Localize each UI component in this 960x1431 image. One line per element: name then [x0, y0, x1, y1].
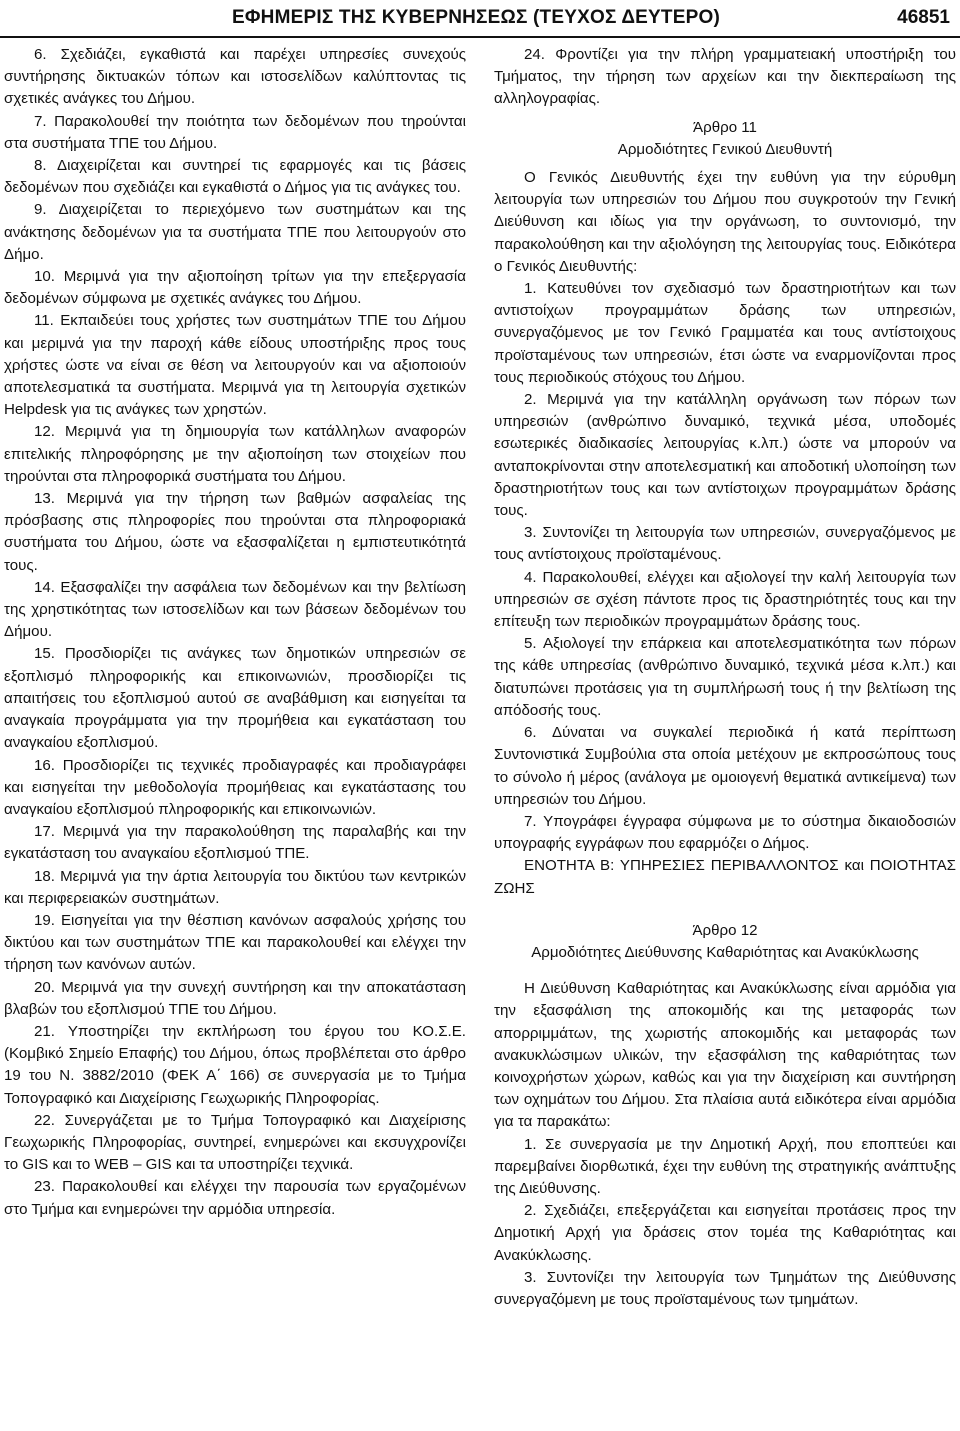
paragraph-item-8: 8. Διαχειρίζεται και συντηρεί τις εφαρμογές και τις βάσεις δεδομένων που σχεδιάζει και εγκαθιστά ο Δήμος για τις ανάγκες του. — [4, 157, 466, 197]
article-11-item-3: 3. Συντονίζει τη λειτουργία των υπηρεσιών, συνεργαζόμενος με τους αντίστοιχους προϊσταμένους. — [494, 524, 956, 564]
article-12-title: Αρμοδιότητες Διεύθυνσης Καθαριότητας και Ανακύκλωσης — [531, 943, 919, 961]
paragraph-item-10: 10. Μεριμνά για την αξιοποίηση τρίτων για την επεξεργασία δεδομένων σύμφωνα με σχετικές ανάγκες του Δήμου. — [4, 268, 466, 308]
right-column — [494, 44, 956, 1424]
section-title: ΕΝΟΤΗΤΑ Β: ΥΠΗΡΕΣΙΕΣ ΠΕΡΙΒΑΛΛΟΝΤΟΣ και ΠΟΙΟΤΗΤΑΣ ΖΩΗΣ — [494, 857, 956, 897]
header-rule — [0, 36, 960, 38]
paragraph-item-13: 13. Μεριμνά για την τήρηση των βαθμών ασφαλείας της πρόσβασης στις πληροφορίες που τηρούνται στα πληροφοριακά συστήματα του Δήμου, ώστε να εξασφαλίζεται η εμπιστευτικότητά τους. — [4, 490, 466, 574]
paragraph-item-16: 16. Προσδιορίζει τις τεχνικές προδιαγραφές και προδιαγράφει και εισηγείται την μεθοδολογία προμήθειας και εγκατάστασης του αναγκαίου εξοπλισμού πληροφορικής και επικοινωνιών. — [4, 756, 466, 818]
paragraph-item-20: 20. Μεριμνά για την συνεχή συντήρηση και την αποκατάσταση βλαβών του εξοπλισμού ΤΠΕ του Δήμου. — [4, 978, 466, 1018]
paragraph-item-24: 24. Φροντίζει για την πλήρη γραμματειακή υποστήριξη του Τμήματος, την τήρηση των αρχείων και την διεκπεραίωση της αλληλογραφίας. — [494, 46, 956, 108]
paragraph-item-12: 12. Μεριμνά για τη δημιουργία των κατάλληλων αναφορών επιτελικής πληροφόρησης με την αξιοποίηση των στοιχείων που τηρούνται στα πληροφορικά συστήματα του Δήμου. — [4, 423, 466, 485]
article-12-intro: Η Διεύθυνση Καθαριότητας και Ανακύκλωσης είναι αρμόδια για την εξασφάλιση της αποκομιδής και της μεταφοράς των απορριμμάτων, της χωριστής αποκομιδής και μεταφοράς των ανακυκλώσιμων υλικών, την εξασφάλιση της καθαριότητας των κοινοχρήστων χώρων, καθώς και για την διαχείριση και συντήρηση των οχημάτων του Δήμου. Στα πλαίσια αυτά ειδικότερα είναι αρμόδια για τα παρακάτω: — [494, 980, 956, 1131]
paragraph-item-18: 18. Μεριμνά για την άρτια λειτουργία του δικτύου των κεντρικών και περιφερειακών συστημάτων. — [4, 867, 466, 907]
paragraph-item-23: 23. Παρακολουθεί και ελέγχει την παρουσία των εργαζομένων στο Τμήμα και ενημερώνει την αρμόδια υπηρεσία. — [4, 1178, 466, 1218]
paragraph-item-14: 14. Εξασφαλίζει την ασφάλεια των δεδομένων και την βελτίωση της χρηστικότητας των ιστοσελίδων και των βάσεων δεδομένων του Δήμου. — [4, 578, 466, 641]
article-11-item-2: 2. Μεριμνά για την κατάλληλη οργάνωση των πόρων των υπηρεσιών (ανθρώπινο δυναμικό, τεχνικά μέσα, υποδομές εσωτερικές διαδικασίες λειτουργίας κ.λπ.) ώστε να μπορούν να ανταποκρίνονται στην αποτελεσματική και αποδοτική υλοποίηση των δραστηριοτήτων τους και των αντίστοιχων προγραμμάτων δράσης τους. — [494, 391, 956, 520]
article-11-title: Αρμοδιότητες Γενικού Διευθυντή — [617, 140, 833, 158]
left-column — [4, 44, 466, 1424]
article-11-item-6: 6. Δύναται να συγκαλεί περιοδικά ή κατά περίπτωση Συντονιστικά Συμβούλια στα οποία μετέχουν με εκπροσώπους τους το σύνολο ή μέρος (ανάλογα με ομοιογενή θεματικά αντικείμενα) των υπηρεσιών του Δήμου. — [494, 724, 956, 808]
paragraph-item-22: 22. Συνεργάζεται με το Τμήμα Τοπογραφικό και Διαχείρισης Γεωχωρικής Πληροφορίας, συντηρεί, ενημερώνει και εκσυγχρονίζει το GIS και το WEB – GIS και τα υποστηρίζει τεχνικά. — [4, 1111, 466, 1174]
article-12-item-3: 3. Συντονίζει την λειτουργία των Τμημάτων της Διεύθυνσης συνεργαζόμενη με τους προϊσταμένους των τμημάτων. — [494, 1268, 956, 1308]
article-11-item-5: 5. Αξιολογεί την επάρκεια και αποτελεσματικότητα των πόρων της κάθε υπηρεσίας (ανθρώπινο δυναμικό, τεχνικά μέσα κ.λπ.) και διατυπώνει προτάσεις για τη συμπλήρωσή τους ή την βελτίωση της απόδοσής τους. — [494, 635, 956, 719]
page-number: 46851 — [897, 7, 950, 28]
paragraph-item-19: 19. Εισηγείται για την θέσπιση κανόνων ασφαλούς χρήσης του δικτύου και των συστημάτων ΤΠΕ και παρακολουθεί και ελέγχει την τήρηση των κανόνων αυτών. — [4, 911, 466, 974]
article-11-item-1: 1. Κατευθύνει τον σχεδιασμό των δραστηριοτήτων και των αντιστοίχων προγραμμάτων δράσης των υπηρεσιών, συνεργαζόμενος με τον Γενικό Γραμματέα και τους αντίστοιχους προϊσταμένους των υπηρεσιών, έτσι ώστε να εναρμονίζονται προς τους περιοδικούς στόχους του Δήμου. — [494, 280, 956, 386]
paragraph-item-11: 11. Εκπαιδεύει τους χρήστες των συστημάτων ΤΠΕ του Δήμου και μεριμνά για την παροχή κάθε είδους υποστήριξης προς τους χρήστες ώστε να είναι σε θέση να λειτουργούν και να αξιοποιούν αποτελεσματικά τα συστήματα. Μεριμνά για τη λειτουργία σχετικών Helpdesk για τις ανάγκες των χρηστών. — [4, 312, 466, 419]
article-11-item-7: 7. Υπογράφει έγγραφα σύμφωνα με το σύστημα δικαιοδοσιών υπογραφής εγγράφων που εφαρμόζει ο Δήμος. — [494, 812, 956, 853]
article-12-item-2: 2. Σχεδιάζει, επεξεργάζεται και εισηγείται προτάσεις προς την Δημοτική Αρχή για δράσεις στον τομέα της Καθαριότητας και Ανακύκλωσης. — [494, 1202, 956, 1264]
paragraph-item-6: 6. Σχεδιάζει, εγκαθιστά και παρέχει υπηρεσίες συνεχούς συντήρησης δικτυακών τόπων και ιστοσελίδων καλύπτοντας τις σχετικές ανάγκες του Δήμου. — [4, 46, 466, 108]
article-11-number: Άρθρο 11 — [693, 118, 757, 136]
paragraph-item-15: 15. Προσδιορίζει τις ανάγκες των δημοτικών υπηρεσιών σε εξοπλισμό πληροφορικής και επικοινωνιών, προσδιορίζει τις απαιτήσεις του εξοπλισμού αυτού σε αναβάθμιση και εισηγείται τα αναγκαία προγράμματα για την προμήθεια και εγκατάσταση του αναγκαίου εξοπλισμού. — [4, 645, 466, 752]
article-12-number: Άρθρο 12 — [692, 921, 758, 939]
article-11-item-4: 4. Παρακολουθεί, ελέγχει και αξιολογεί την καλή λειτουργία των υπηρεσιών σε σχέση πάντοτε προς τις δραστηριότητές τους και την επίτευξη των περιοδικών προγραμμάτων δράσης τους. — [494, 568, 956, 631]
gazette-title: ΕΦΗΜΕΡΙΣ ΤΗΣ ΚΥΒΕΡΝΗΣΕΩΣ (ΤΕΥΧΟΣ ΔΕΥΤΕΡΟ) — [232, 7, 720, 28]
page-header — [0, 0, 960, 40]
paragraph-item-9: 9. Διαχειρίζεται το περιεχόμενο των συστημάτων και της ανάκτησης δεδομένων για τα συστήματα ΤΠΕ που λειτουργούν στο Δήμο. — [4, 201, 466, 263]
paragraph-item-7: 7. Παρακολουθεί την ποιότητα των δεδομένων που τηρούνται στα συστήματα ΤΠΕ του Δήμου. — [4, 112, 466, 152]
paragraph-item-17: 17. Μεριμνά για την παρακολούθηση της παραλαβής και την εγκατάσταση του αναγκαίου εξοπλισμού ΤΠΕ. — [4, 823, 466, 863]
article-11-intro: Ο Γενικός Διευθυντής έχει την ευθύνη για την εύρυθμη λειτουργία των υπηρεσιών του Δήμου που συγκροτούν την Γενική Διεύθυνση και ιδίως για την οργάνωση, το συντονισμό, την παρακολούθηση και την αξιολόγηση της λειτουργίας τους. Ειδικότερα ο Γενικός Διευθυντής: — [494, 169, 956, 275]
article-12-item-1: 1. Σε συνεργασία με την Δημοτική Αρχή, που εποπτεύει και παρεμβαίνει διορθωτικά, έχει την ευθύνη της στρατηγικής ανάπτυξης της Διεύθυνσης. — [494, 1135, 956, 1197]
paragraph-item-21: 21. Υποστηρίζει την εκπλήρωση του έργου του ΚΟ.Σ.Ε. (Κομβικό Σημείο Επαφής) του Δήμου, όπως προβλέπεται στο άρθρο 19 του Ν. 3882/2010 (ΦΕΚ Α΄ 166) σε συνεργασία με το Τμήμα Τοπογραφικό και Διαχείρισης Γεωχωρικής Πληροφορίας. — [4, 1022, 466, 1107]
